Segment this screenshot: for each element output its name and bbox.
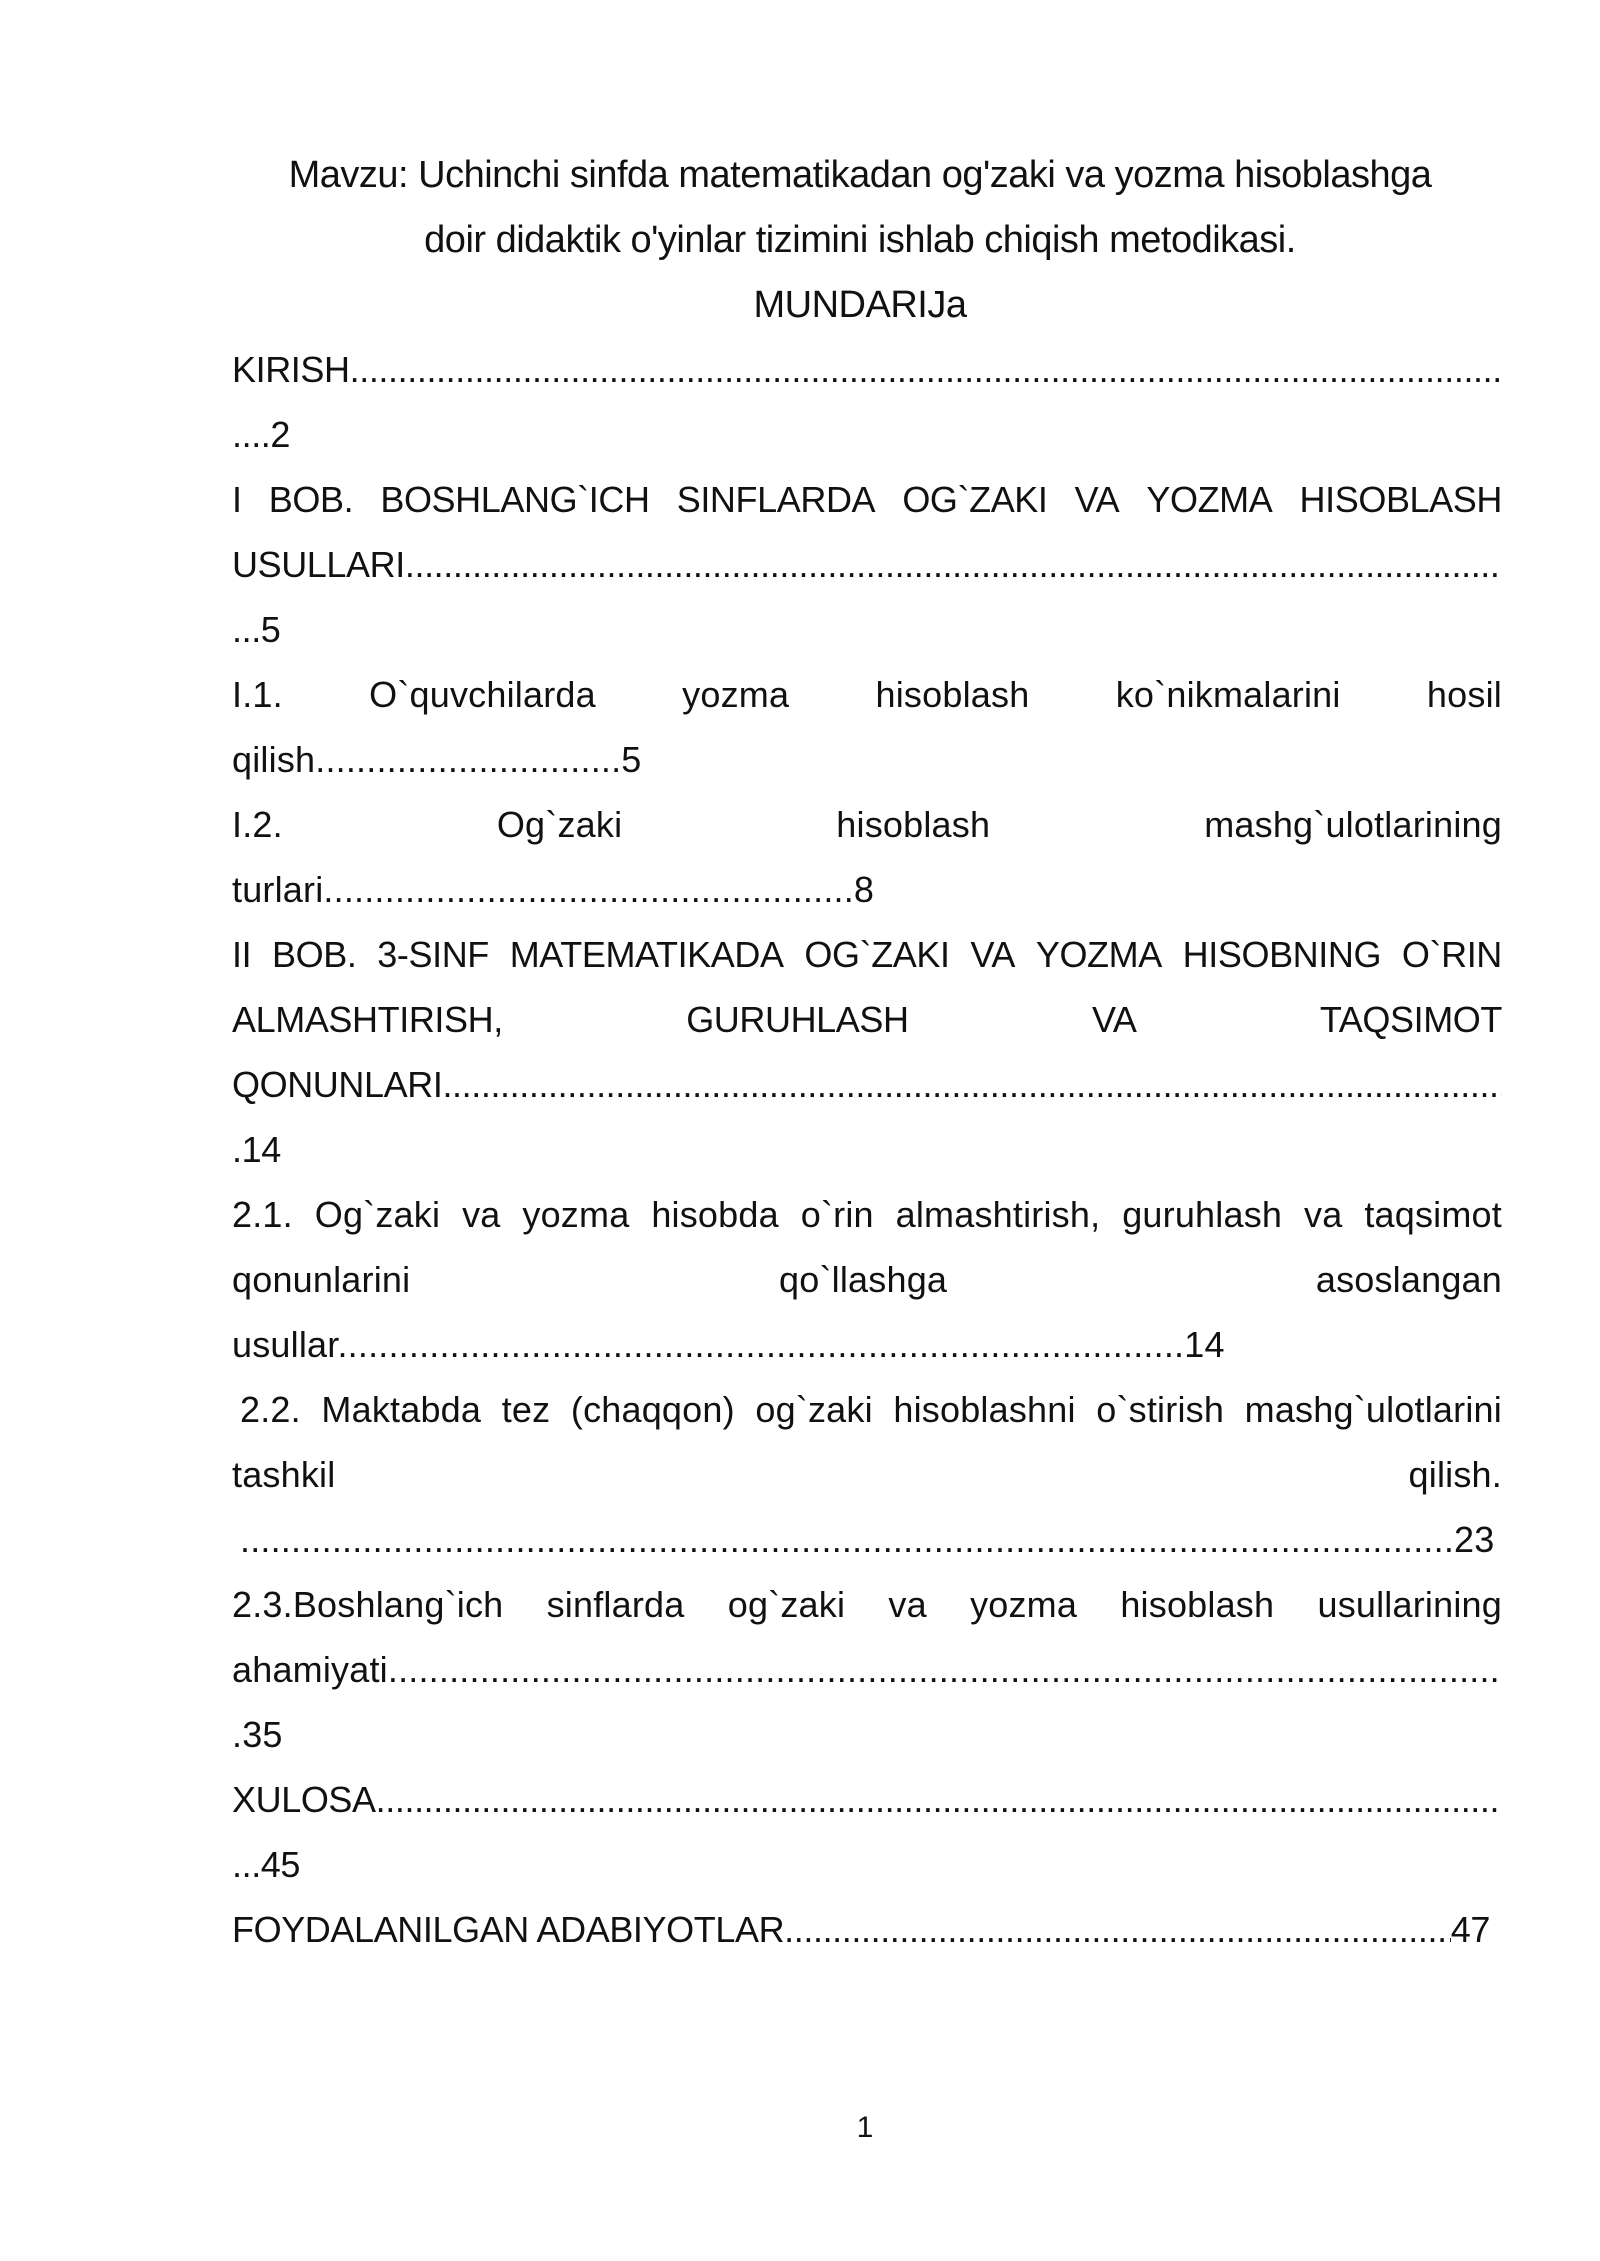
toc-word: usullarining [1317,1584,1502,1625]
toc-word: I.1. [232,674,283,715]
toc-section-2-1-line-2 [232,1256,1502,1304]
toc-word: hisobda [651,1194,779,1235]
toc-word: 2.1. [232,1194,293,1235]
toc-entry-label: QONUNLARI [232,1064,443,1105]
toc-word: TAQSIMOT [1319,999,1502,1040]
toc-entry-kirish [232,346,1502,394]
toc-word: Og`zaki [496,804,623,845]
toc-word: va [1304,1194,1343,1235]
toc-word: o`stirish [1096,1389,1225,1430]
toc-word: SINFLARDA [676,479,876,520]
toc-page-xulosa: ...45 [232,1844,301,1885]
toc-entry-label: XULOSA [232,1779,376,1820]
toc-word: 2.2. [240,1389,301,1430]
toc-word: (chaqqon) [570,1389,735,1430]
toc-word: O`RIN [1401,934,1502,975]
toc-entry-label: USULLARI [232,544,405,585]
toc-section-1-1-line-2: qilish..............................5 [232,739,642,780]
toc-word: O`quvchilarda [369,674,596,715]
toc-word: 2.3.Boshlang`ich [232,1584,504,1625]
toc-word: yozma [522,1194,630,1235]
toc-section-2-3-line-2 [232,1646,1502,1694]
toc-word: taqsimot [1364,1194,1502,1235]
toc-word: BOB. [268,479,354,520]
toc-entry-label: ahamiyati [232,1649,388,1690]
toc-page-kirish: ....2 [232,414,291,455]
toc-word: qo`llashga [779,1259,948,1300]
toc-chapter-1-line-1 [232,476,1502,524]
toc-word: qilish. [1408,1454,1502,1495]
toc-section-2-2-line-3: .......................................................................................................................23 [240,1519,1495,1560]
toc-chapter-1-line-2 [232,541,1502,589]
toc-word: ko`nikmalarini [1115,674,1341,715]
toc-word: sinflarda [546,1584,685,1625]
toc-word: qonunlarini [232,1259,411,1300]
toc-section-2-3-line-1 [232,1581,1502,1629]
toc-entry-xulosa [232,1776,1502,1824]
toc-word: o`rin [800,1194,874,1235]
page-number: 1 [856,2111,874,2144]
toc-word: mashg`ulotlarini [1244,1389,1502,1430]
toc-word: mashg`ulotlarining [1204,804,1502,845]
toc-entry-label: KIRISH [232,349,350,390]
toc-word: BOSHLANG`ICH [380,479,650,520]
toc-entry-label: FOYDALANILGAN ADABIYOTLAR [232,1909,785,1950]
toc-word: HISOBLASH [1299,479,1502,520]
toc-section-1-2-line-1 [232,801,1502,849]
toc-word: YOZMA [1146,479,1273,520]
toc-chapter-2-line-2 [232,996,1502,1044]
toc-word: guruhlash [1122,1194,1283,1235]
toc-word: BOB. [272,934,357,975]
toc-word: hisoblash [836,804,991,845]
toc-leader-dots [784,1906,1451,1954]
toc-chapter-2-line-1 [232,931,1502,979]
toc-section-1-2-line-2: turlari....................................................8 [232,869,875,910]
toc-word: VA [1091,999,1137,1040]
toc-section-2-2-line-2 [232,1451,1502,1499]
toc-word: Maktabda [321,1389,482,1430]
document-title-line-1: Mavzu: Uchinchi sinfda matematikadan og'zaki va yozma hisoblashga [288,154,1432,196]
toc-word: hosil [1426,674,1502,715]
toc-chapter-2-line-3 [232,1061,1502,1109]
toc-word: I [232,479,242,520]
toc-section-2-1-line-1 [232,1191,1502,1239]
toc-page-chapter-1: ...5 [232,609,281,650]
toc-word: II [232,934,252,975]
toc-page-chapter-2: .14 [232,1129,281,1170]
toc-page-section-2-3: .35 [232,1714,283,1755]
toc-word: GURUHLASH [686,999,909,1040]
toc-word: tashkil [232,1454,336,1495]
toc-section-1-1-line-1 [232,671,1502,719]
toc-word: og`zaki [755,1389,873,1430]
toc-word: YOZMA [1035,934,1162,975]
toc-word: hisoblash [1120,1584,1275,1625]
toc-word: I.2. [232,804,283,845]
toc-entry-references [232,1906,1490,1954]
toc-word: va [462,1194,501,1235]
toc-word: 3-SINF [377,934,489,975]
toc-word: VA [1074,479,1120,520]
toc-leader-dots [442,1061,1502,1109]
toc-word: asoslangan [1315,1259,1502,1300]
toc-word: almashtirish, [895,1194,1101,1235]
toc-word: va [888,1584,927,1625]
toc-leader-dots [376,1776,1502,1824]
toc-section-2-1-line-3: usullar...................................................................................14 [232,1324,1225,1365]
toc-leader-dots [405,541,1502,589]
toc-word: OG`ZAKI [804,934,950,975]
toc-word: hisoblash [875,674,1030,715]
toc-word: hisoblashni [893,1389,1076,1430]
toc-word: Og`zaki [314,1194,441,1235]
toc-section-2-2-line-1 [240,1386,1502,1434]
toc-word: OG`ZAKI [902,479,1048,520]
toc-word: HISOBNING [1182,934,1382,975]
toc-word: VA [970,934,1016,975]
toc-word: MATEMATIKADA [509,934,784,975]
contents-heading: MUNDARIJa [753,284,967,326]
toc-page-references: 47 [1450,1909,1490,1950]
toc-leader-dots [350,346,1502,394]
toc-word: ALMASHTIRISH, [232,999,503,1040]
toc-word: yozma [682,674,790,715]
toc-word: yozma [970,1584,1078,1625]
toc-leader-dots [388,1646,1502,1694]
toc-word: tez [501,1389,551,1430]
document-title-line-2: doir didaktik o'yinlar tizimini ishlab chiqish metodikasi. [424,219,1296,261]
toc-word: og`zaki [727,1584,846,1625]
